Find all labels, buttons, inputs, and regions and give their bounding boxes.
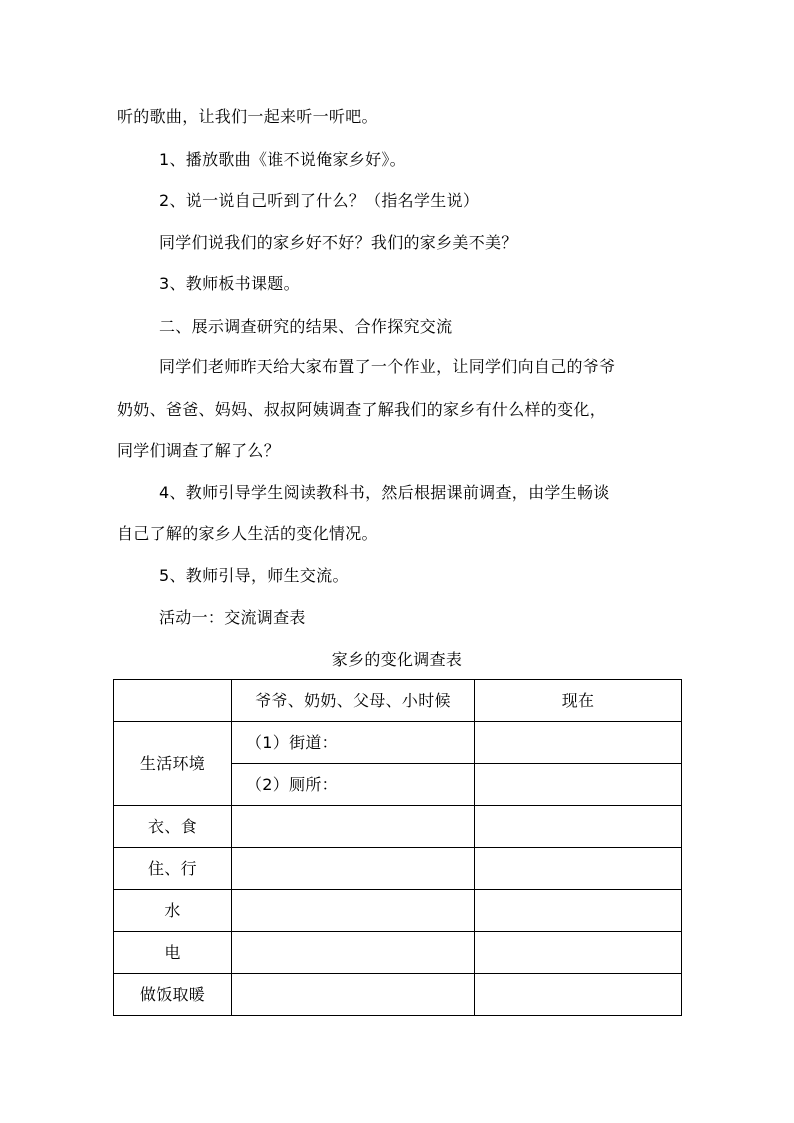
- table-cell-empty: [475, 806, 682, 848]
- row-label: 做饭取暖: [114, 974, 232, 1016]
- table-row: [114, 932, 682, 974]
- table-row: [114, 890, 682, 932]
- table-cell-empty: [475, 932, 682, 974]
- activity-heading: 活动一：交流调查表: [159, 608, 306, 627]
- paragraph-line: 1、播放歌曲《谁不说俺家乡好》。: [159, 150, 406, 169]
- paragraph-line: 同学们老师昨天给大家布置了一个作业，让同学们向自己的爷爷: [159, 357, 616, 376]
- header-cell-now: 现在: [475, 680, 682, 722]
- table-header-row: [114, 680, 682, 722]
- table-row: [114, 806, 682, 848]
- paragraph-line: 3、教师板书课题。: [159, 274, 300, 293]
- table-cell-empty: [475, 722, 682, 764]
- paragraph-line: 听的歌曲，让我们一起来听一听吧。: [117, 107, 378, 126]
- table-cell-empty: [232, 890, 475, 932]
- sub-item-toilet: （2）厕所：: [232, 764, 475, 806]
- paragraph-line: 同学们调查了解了么？: [117, 441, 281, 460]
- row-label: 住、行: [114, 848, 232, 890]
- section-heading: 二、展示调查研究的结果、合作探究交流: [159, 317, 453, 336]
- header-cell-past: 爷爷、奶奶、父母、小时候: [232, 680, 475, 722]
- table-cell-empty: [232, 806, 475, 848]
- paragraph-line: 奶奶、爸爸、妈妈、叔叔阿姨调查了解我们的家乡有什么样的变化，: [117, 400, 607, 419]
- table-cell-empty: [475, 848, 682, 890]
- table-cell-empty: [232, 974, 475, 1016]
- table-row: [114, 848, 682, 890]
- paragraph-line: 4、教师引导学生阅读教科书，然后根据课前调查，由学生畅谈: [159, 483, 610, 502]
- table-cell-empty: [475, 974, 682, 1016]
- survey-table: [113, 679, 682, 1016]
- table-row: [114, 974, 682, 1016]
- table-cell-empty: [475, 764, 682, 806]
- row-label: 衣、食: [114, 806, 232, 848]
- paragraph-line: 自己了解的家乡人生活的变化情况。: [117, 524, 378, 543]
- table-cell-empty: [232, 848, 475, 890]
- sub-item-street: （1）街道：: [232, 722, 475, 764]
- row-label-living-environment: 生活环境: [114, 722, 232, 806]
- row-label: 电: [114, 932, 232, 974]
- table-cell-empty: [475, 890, 682, 932]
- paragraph-line: 2、说一说自己听到了什么？（指名学生说）: [159, 191, 480, 210]
- row-label: 水: [114, 890, 232, 932]
- paragraph-line: 同学们说我们的家乡好不好？我们的家乡美不美？: [159, 233, 518, 252]
- header-cell-empty: [114, 680, 232, 722]
- table-row: [114, 722, 682, 764]
- table-title: 家乡的变化调查表: [331, 650, 463, 669]
- table-cell-empty: [232, 932, 475, 974]
- paragraph-line: 5、教师引导，师生交流。: [159, 566, 349, 585]
